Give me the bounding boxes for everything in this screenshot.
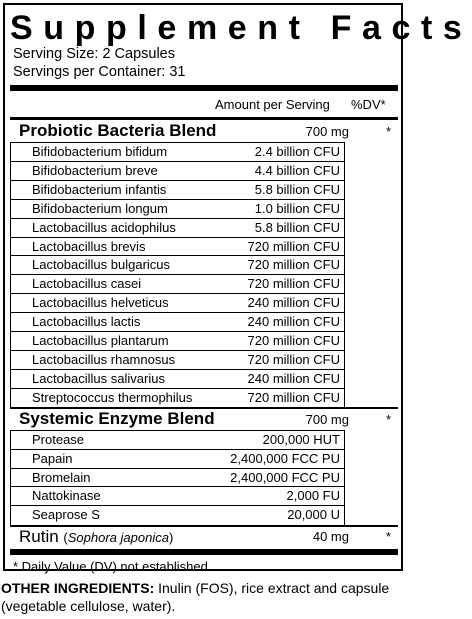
ingredient-row <box>10 450 344 469</box>
ingredient-row <box>10 162 344 181</box>
ingredient-name: Bifidobacterium bifidum <box>32 144 168 159</box>
ingredient-amount: 2,400,000 FCC PU <box>230 450 340 466</box>
ingredient-amount: 2,000 FU <box>286 488 340 504</box>
thick-rule <box>10 85 398 91</box>
ingredient-row <box>10 389 344 408</box>
ingredient-name: Bromelain <box>32 469 91 485</box>
thick-rule <box>10 549 398 555</box>
ingredient-name: Bifidobacterium infantis <box>32 181 167 197</box>
ingredient-amount: 720 million CFU <box>247 238 340 254</box>
rutin-row <box>19 527 173 548</box>
serving-size: Serving Size: 2 Capsules <box>13 46 175 62</box>
ingredient-row <box>10 487 344 506</box>
ingredient-row <box>10 143 344 162</box>
rutin-latin-name: Sophora japonica <box>67 530 169 545</box>
ingredient-amount: 5.8 billion CFU <box>254 181 340 197</box>
ingredient-name: Lactobacillus bulgaricus <box>32 257 171 273</box>
ingredient-name: Seaprose S <box>32 507 100 523</box>
ingredient-amount: 240 million CFU <box>247 295 340 311</box>
servings-per-container: Servings per Container: 31 <box>13 64 186 80</box>
other-ingredients-text: Inulin (FOS), rice extract and capsule (vegetable cellulose, water). <box>1 580 390 614</box>
probiotic-blend-amount: 700 mg <box>305 124 349 139</box>
medium-rule <box>10 117 398 120</box>
ingredient-row <box>10 431 344 450</box>
ingredient-amount: 200,000 HUT <box>262 432 340 447</box>
ingredient-name: Lactobacillus acidophilus <box>32 219 176 235</box>
ingredient-row <box>10 275 344 294</box>
ingredient-name: Lactobacillus plantarum <box>32 333 169 348</box>
rutin-name: Rutin <box>19 527 59 546</box>
dv-footnote: * Daily Value (DV) not established. <box>13 559 212 574</box>
ingredient-name: Lactobacillus casei <box>32 276 142 292</box>
ingredient-name: Protease <box>32 432 85 447</box>
ingredient-amount: 1.0 billion CFU <box>254 200 340 216</box>
ingredient-name: Bifidobacterium breve <box>32 162 158 178</box>
ingredient-amount: 4.4 billion CFU <box>254 162 340 178</box>
ingredient-name: Lactobacillus helveticus <box>32 295 169 311</box>
ingredient-amount: 720 million CFU <box>247 351 340 367</box>
ingredient-amount: 2,400,000 FCC PU <box>230 469 340 485</box>
other-ingredients <box>1 579 407 615</box>
column-border <box>10 430 11 525</box>
ingredient-row <box>10 469 344 488</box>
rutin-amount: 40 mg <box>312 529 349 544</box>
ingredient-row <box>10 313 344 332</box>
ingredient-row <box>10 506 344 525</box>
ingredient-row <box>10 256 344 275</box>
column-border <box>344 430 345 525</box>
ingredient-amount: 720 million CFU <box>247 389 340 405</box>
ingredient-row <box>10 238 344 257</box>
ingredient-name: Lactobacillus salivarius <box>32 370 165 386</box>
ingredient-row <box>10 200 344 219</box>
supplement-facts-panel <box>3 3 472 574</box>
probiotic-blend-name: Probiotic Bacteria Blend <box>19 121 217 140</box>
ingredient-amount: 720 million CFU <box>247 276 340 292</box>
enzyme-blend-name: Systemic Enzyme Blend <box>19 409 215 428</box>
ingredient-row <box>10 351 344 370</box>
column-border <box>344 142 345 408</box>
ingredient-name: Nattokinase <box>32 488 101 504</box>
ingredient-name: Streptococcus thermophilus <box>32 389 193 405</box>
ingredient-row <box>10 219 344 238</box>
other-ingredients-label: OTHER INGREDIENTS: <box>1 580 155 596</box>
ingredient-amount: 20,000 U <box>287 507 340 523</box>
enzyme-blend-amount: 700 mg <box>305 412 349 427</box>
ingredient-amount: 720 million CFU <box>247 257 340 273</box>
ingredient-amount: 720 million CFU <box>247 333 340 348</box>
ingredient-amount: 240 million CFU <box>247 314 340 330</box>
rutin-latin-wrap: (Sophora japonica) <box>63 530 174 545</box>
ingredient-name: Lactobacillus rhamnosus <box>32 351 176 367</box>
ingredient-name: Bifidobacterium longum <box>32 200 168 216</box>
panel-title: Supplement Facts <box>10 9 472 47</box>
ingredient-name: Lactobacillus brevis <box>32 238 146 254</box>
ingredient-row <box>10 370 344 389</box>
ingredient-row <box>10 332 344 351</box>
ingredient-row <box>10 181 344 200</box>
ingredient-amount: 2.4 billion CFU <box>254 144 340 159</box>
ingredient-name: Papain <box>32 450 73 466</box>
dv-header: %DV* <box>351 97 386 112</box>
probiotic-blend-dv: * <box>385 124 391 139</box>
ingredient-amount: 5.8 billion CFU <box>254 219 340 235</box>
ingredient-name: Lactobacillus lactis <box>32 314 141 330</box>
enzyme-blend-dv: * <box>385 412 391 427</box>
amount-per-serving-header: Amount per Serving <box>215 97 330 112</box>
rutin-dv: * <box>385 529 391 544</box>
ingredient-row <box>10 294 344 313</box>
column-border <box>10 142 11 408</box>
ingredient-amount: 240 million CFU <box>247 370 340 386</box>
